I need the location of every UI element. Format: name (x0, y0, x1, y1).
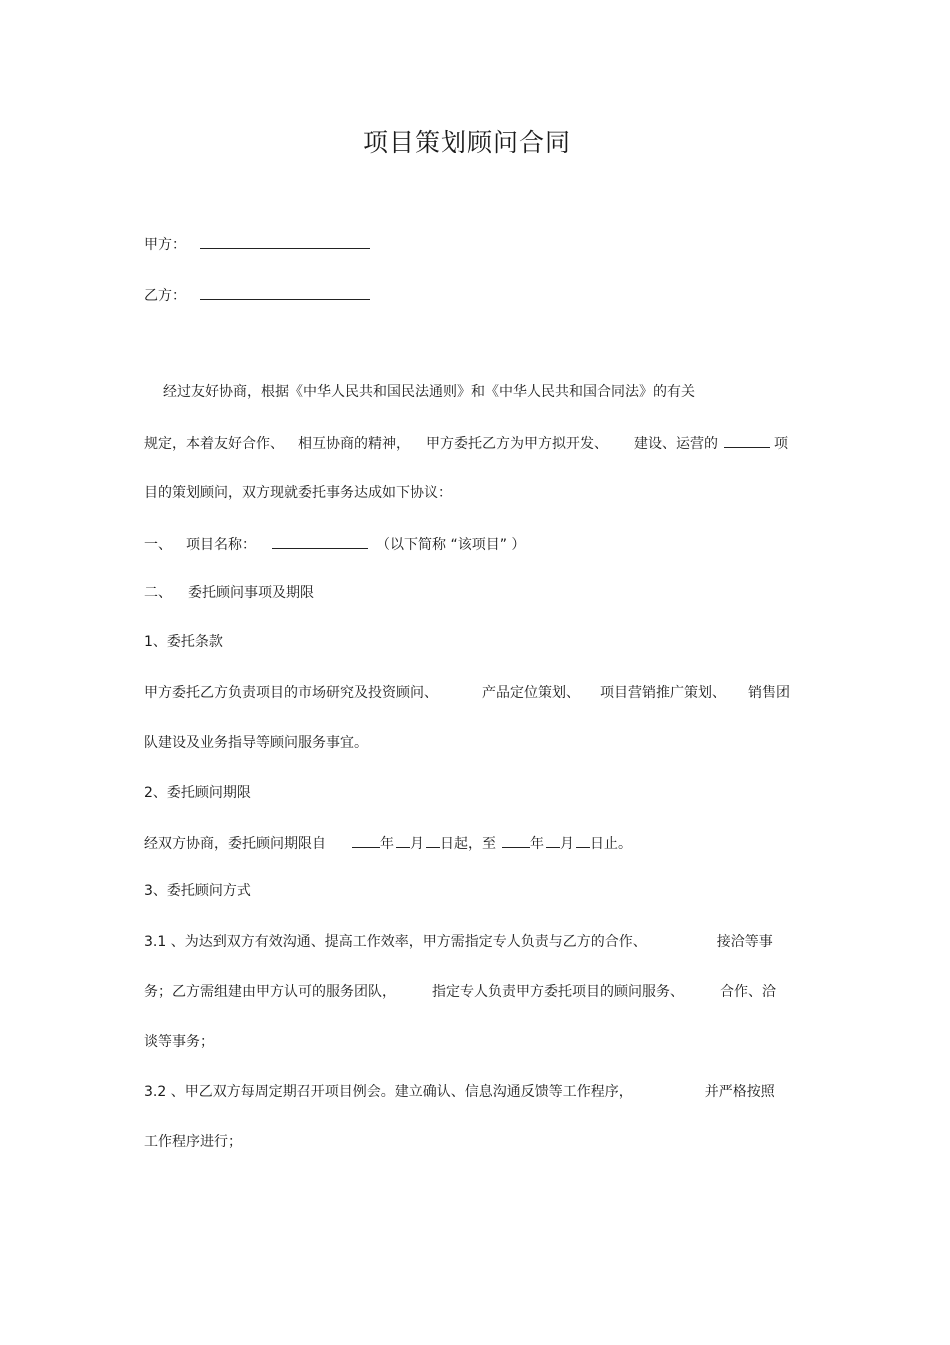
clause-2-period-line (144, 833, 632, 854)
start-month-label: 月 (410, 836, 424, 852)
clause-3-1-line-1-part-b: 接洽等事 (716, 934, 773, 950)
clause-3-1-line-3: 谈等事务； (144, 1034, 214, 1050)
party-a-blank (200, 234, 370, 249)
intro-line-2 (144, 433, 788, 454)
clause-3-1-line-2-part-b: 指定专人负责甲方委托项目的顾问服务、 (432, 984, 684, 1000)
intro-line-2-part-a: 规定，本着友好合作、 (144, 436, 284, 452)
clause-3-2-line-1-part-a: 3.2 、甲乙双方每周定期召开项目例会。建立确认、信息沟通反馈等工作程序， (144, 1084, 633, 1100)
project-blank (724, 433, 770, 448)
project-name-blank (272, 534, 368, 549)
section-1-number: 一、 (144, 537, 172, 553)
clause-1-line-1 (144, 683, 790, 703)
start-year-blank (352, 833, 380, 848)
party-b-blank (200, 285, 370, 300)
end-year-blank (502, 833, 530, 848)
end-month-blank (546, 833, 560, 848)
clause-2-heading: 2、委托顾问期限 (144, 785, 251, 801)
end-day-label: 日止。 (590, 836, 632, 852)
clause-1-heading: 1、委托条款 (144, 634, 223, 650)
section-1-label: 项目名称： (186, 537, 256, 553)
end-month-label: 月 (560, 836, 574, 852)
start-day-label: 日起，至 (440, 836, 496, 852)
intro-line-3: 目的策划顾问，双方现就委托事务达成如下协议： (144, 485, 452, 501)
intro-line-2-part-c: 甲方委托乙方为甲方拟开发、 (426, 436, 608, 452)
intro-line-2-part-e: 项 (774, 436, 788, 452)
section-1-line (144, 534, 525, 555)
end-year-label: 年 (530, 836, 544, 852)
intro-line-1: 经过友好协商，根据《中华人民共和国民法通则》和《中华人民共和国合同法》的有关 (163, 384, 695, 400)
clause-1-line-1-part-b: 产品定位策划、 (482, 685, 580, 701)
party-b-label: 乙方： (144, 288, 186, 304)
start-month-blank (396, 833, 410, 848)
party-a-label: 甲方： (144, 237, 186, 253)
section-2-line (144, 583, 314, 603)
clause-3-heading: 3、委托顾问方式 (144, 883, 251, 899)
clause-1-line-2: 队建设及业务指导等顾问服务事宜。 (144, 735, 368, 751)
clause-3-1-line-2-part-a: 务；乙方需组建由甲方认可的服务团队， (144, 984, 396, 1000)
start-year-label: 年 (380, 836, 394, 852)
clause-3-1-line-2-part-c: 合作、洽 (720, 984, 776, 1000)
section-2-number: 二、 (144, 585, 172, 601)
clause-3-2-line-1-part-b: 并严格按照 (704, 1084, 775, 1100)
section-1-note: （以下简称 “该项目” ） (376, 537, 526, 553)
clause-3-2-line-2: 工作程序进行； (144, 1134, 242, 1150)
clause-3-2-line-1 (144, 1082, 775, 1102)
clause-1-line-1-part-c: 项目营销推广策划、 (600, 685, 726, 701)
page-title: 项目策划顾问合同 (362, 128, 571, 157)
end-day-blank (576, 833, 590, 848)
clause-3-1-line-1 (144, 932, 773, 952)
section-2-label: 委托顾问事项及期限 (188, 585, 314, 601)
party-b-line (144, 285, 370, 306)
clause-1-line-1-part-a: 甲方委托乙方负责项目的市场研究及投资顾问、 (144, 685, 438, 701)
clause-1-line-1-part-d: 销售团 (748, 685, 790, 701)
clause-3-1-line-2 (144, 982, 776, 1002)
intro-line-2-part-d: 建设、运营的 (634, 436, 718, 452)
party-a-line (144, 234, 370, 255)
period-text: 经双方协商，委托顾问期限自 (144, 836, 326, 852)
clause-3-1-line-1-part-a: 3.1 、为达到双方有效沟通、提高工作效率，甲方需指定专人负责与乙方的合作、 (144, 934, 647, 950)
start-day-blank (426, 833, 440, 848)
intro-line-2-part-b: 相互协商的精神， (298, 436, 410, 452)
